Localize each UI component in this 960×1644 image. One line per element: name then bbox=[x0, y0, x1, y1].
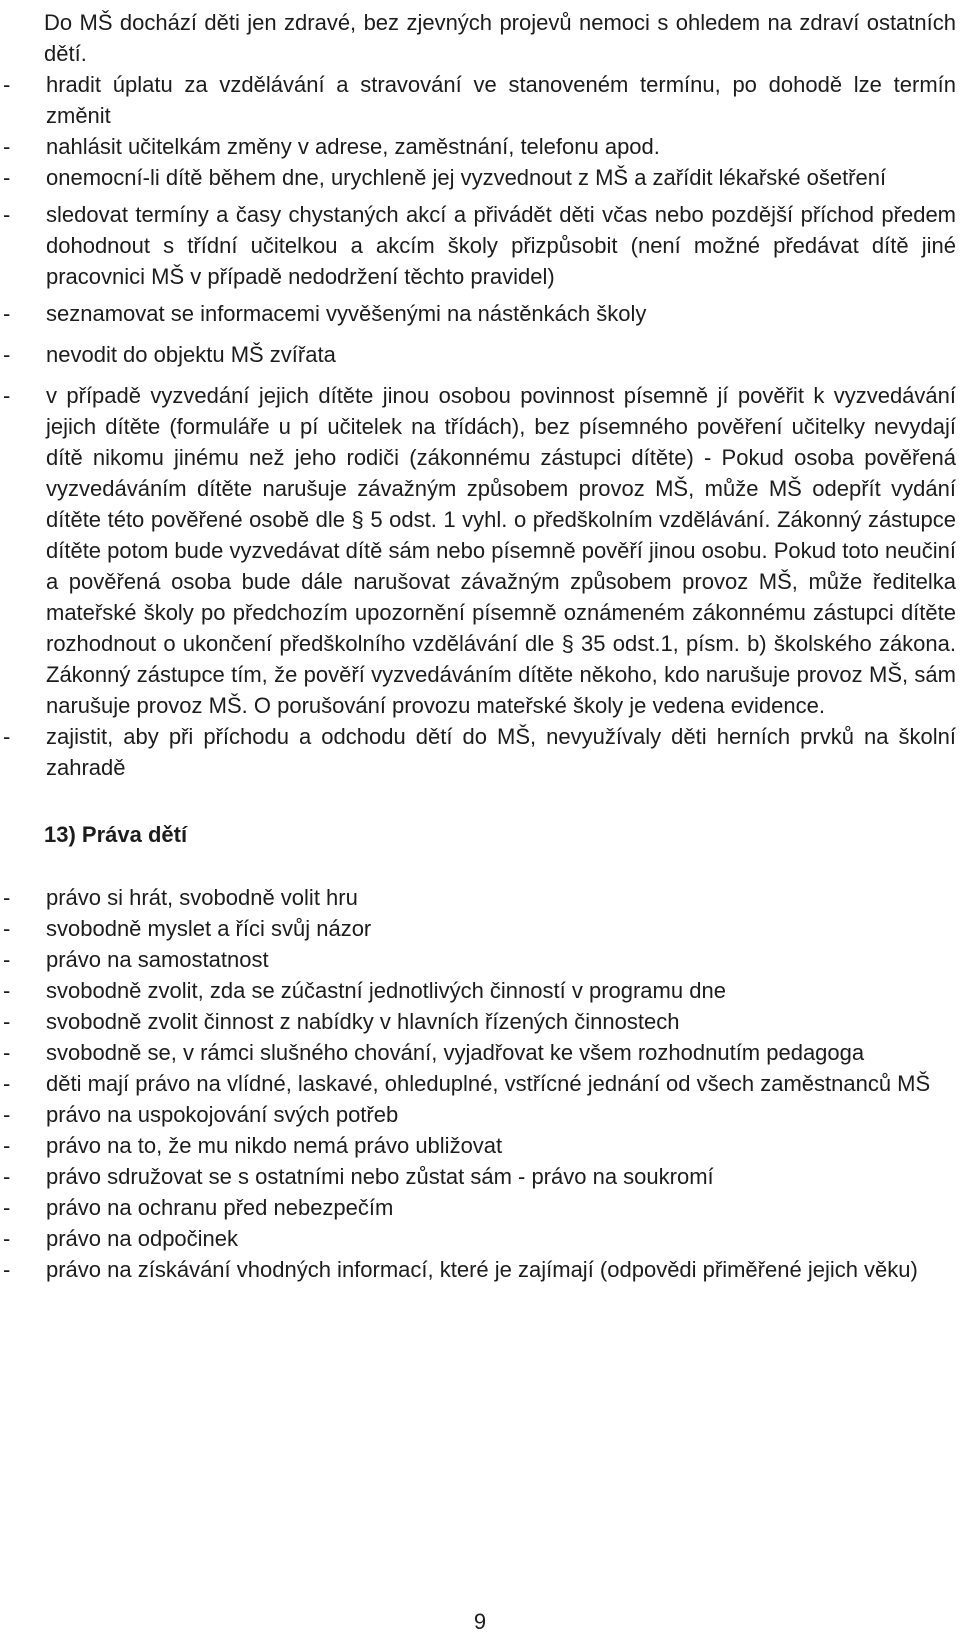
list-dash: - bbox=[3, 342, 11, 367]
list-dash: - bbox=[3, 916, 11, 941]
list-item bbox=[3, 1192, 956, 1223]
list-item-text: právo na získávání vhodných informací, které je zajímají (odpovědi přiměřené jejich věku) bbox=[46, 1257, 918, 1282]
list-dash: - bbox=[3, 978, 11, 1003]
list-item bbox=[3, 1068, 956, 1099]
list-item-text: svobodně zvolit, zda se zúčastní jednotlivých činností v programu dne bbox=[46, 978, 726, 1003]
list-item bbox=[3, 1254, 956, 1285]
list-item-text: v případě vyzvedání jejich dítěte jinou osobou povinnost písemně jí pověřit k vyzvedávání jejich dítěte (formuláře u pí učitelek na třídách), bez písemného pověření učitelky nevydají dítě nikomu jinému než jeho rodiči (zákonnému zástupci dítěte) - Pokud osoba pověřená vyzvedáváním dítěte narušuje závažným způsobem provoz MŠ, může MŠ odepřít vydání dítěte této pověřené osobě dle § 5 odst. 1 vyhl. o předškolním vzdělávání. Zákonný zástupce dítěte potom bude vyzvedávat dítě sám nebo písemně pověří jinou osobu. Pokud toto neučiní a pověřená osoba bude dále narušovat závažným způsobem provoz MŠ, může ředitelka mateřské školy po předchozím upozornění písemně oznámeném zákonnému zástupci dítěte rozhodnout o ukončení předškolního vzdělávání dle § 35 odst.1, písm. b) školského zákona. Zákonný zástupce tím, že pověří vyzvedáváním dítěte někoho, kdo narušuje provoz MŠ, sám narušuje provoz MŠ. O porušování provozu mateřské školy je vedena evidence. bbox=[46, 383, 956, 718]
list-dash: - bbox=[3, 885, 11, 910]
list-item-text: hradit úplatu za vzdělávání a stravování ve stanoveném termínu, po dohodě lze termín změnit bbox=[46, 72, 956, 128]
list-item-text: svobodně se, v rámci slušného chování, vyjadřovat ke všem rozhodnutím pedagoga bbox=[46, 1040, 865, 1065]
list-item bbox=[3, 882, 956, 913]
list-item-text: právo sdružovat se s ostatními nebo zůstat sám - právo na soukromí bbox=[46, 1164, 714, 1189]
list-item-text: nahlásit učitelkám změny v adrese, zaměstnání, telefonu apod. bbox=[46, 134, 660, 159]
list-item bbox=[3, 1037, 956, 1068]
document-body bbox=[3, 7, 956, 1285]
section-heading: 13) Práva dětí bbox=[44, 822, 188, 847]
list-item bbox=[3, 131, 956, 162]
intro-paragraph: Do MŠ dochází děti jen zdravé, bez zjevných projevů nemoci s ohledem na zdraví ostatních dětí. bbox=[44, 10, 956, 66]
list-item-text: svobodně zvolit činnost z nabídky v hlavních řízených činnostech bbox=[46, 1009, 680, 1034]
list-item-text: právo na to, že mu nikdo nemá právo ubližovat bbox=[46, 1133, 503, 1158]
list-item bbox=[3, 1223, 956, 1254]
list-item-text: zajistit, aby při příchodu a odchodu dětí do MŠ, nevyužívaly děti herních prvků na školní zahradě bbox=[46, 724, 956, 780]
list-dash: - bbox=[3, 72, 11, 97]
list-item-text: právo si hrát, svobodně volit hru bbox=[46, 885, 358, 910]
list-item-text: právo na uspokojování svých potřeb bbox=[46, 1102, 399, 1127]
list-dash: - bbox=[3, 1257, 11, 1282]
list-dash: - bbox=[3, 383, 11, 408]
list-dash: - bbox=[3, 1009, 11, 1034]
list-item bbox=[3, 380, 956, 721]
list-item-text: svobodně myslet a říci svůj názor bbox=[46, 916, 372, 941]
list-dash: - bbox=[3, 1133, 11, 1158]
list-dash: - bbox=[3, 1195, 11, 1220]
list-item bbox=[3, 975, 956, 1006]
list-dash: - bbox=[3, 1226, 11, 1251]
children-rights-list bbox=[3, 882, 956, 1285]
list-dash: - bbox=[3, 165, 11, 190]
list-dash: - bbox=[3, 947, 11, 972]
list-item-text: právo na odpočinek bbox=[46, 1226, 239, 1251]
list-item-text: onemocní-li dítě během dne, urychleně jej vyzvednout z MŠ a zařídit lékařské ošetření bbox=[46, 165, 887, 190]
list-dash: - bbox=[3, 1071, 11, 1096]
list-item bbox=[3, 1161, 956, 1192]
list-item-text: seznamovat se informacemi vyvěšenými na nástěnkách školy bbox=[46, 301, 647, 326]
list-dash: - bbox=[3, 134, 11, 159]
list-item bbox=[3, 339, 956, 370]
list-item bbox=[3, 162, 956, 193]
parent-duties-list bbox=[3, 69, 956, 783]
list-dash: - bbox=[3, 1164, 11, 1189]
list-item-text: děti mají právo na vlídné, laskavé, ohleduplné, vstřícné jednání od všech zaměstnanců MŠ bbox=[46, 1071, 931, 1096]
list-item bbox=[3, 944, 956, 975]
list-dash: - bbox=[3, 724, 11, 749]
list-item bbox=[3, 1006, 956, 1037]
list-item-text: nevodit do objektu MŠ zvířata bbox=[46, 342, 336, 367]
list-dash: - bbox=[3, 202, 11, 227]
list-item bbox=[3, 913, 956, 944]
list-item bbox=[3, 1099, 956, 1130]
list-item bbox=[3, 1130, 956, 1161]
list-item bbox=[3, 721, 956, 783]
page-number: 9 bbox=[473, 1609, 487, 1634]
list-dash: - bbox=[3, 1040, 11, 1065]
list-item-text: sledovat termíny a časy chystaných akcí a přivádět děti včas nebo pozdější příchod předem dohodnout s třídní učitelkou a akcím školy přizpůsobit (není možné předávat dítě jiné pracovnici MŠ v případě nedodržení těchto pravidel) bbox=[46, 202, 956, 289]
list-item bbox=[3, 199, 956, 292]
list-item bbox=[3, 298, 956, 329]
list-dash: - bbox=[3, 301, 11, 326]
list-item-text: právo na samostatnost bbox=[46, 947, 269, 972]
list-dash: - bbox=[3, 1102, 11, 1127]
list-item bbox=[3, 69, 956, 131]
list-item-text: právo na ochranu před nebezpečím bbox=[46, 1195, 394, 1220]
